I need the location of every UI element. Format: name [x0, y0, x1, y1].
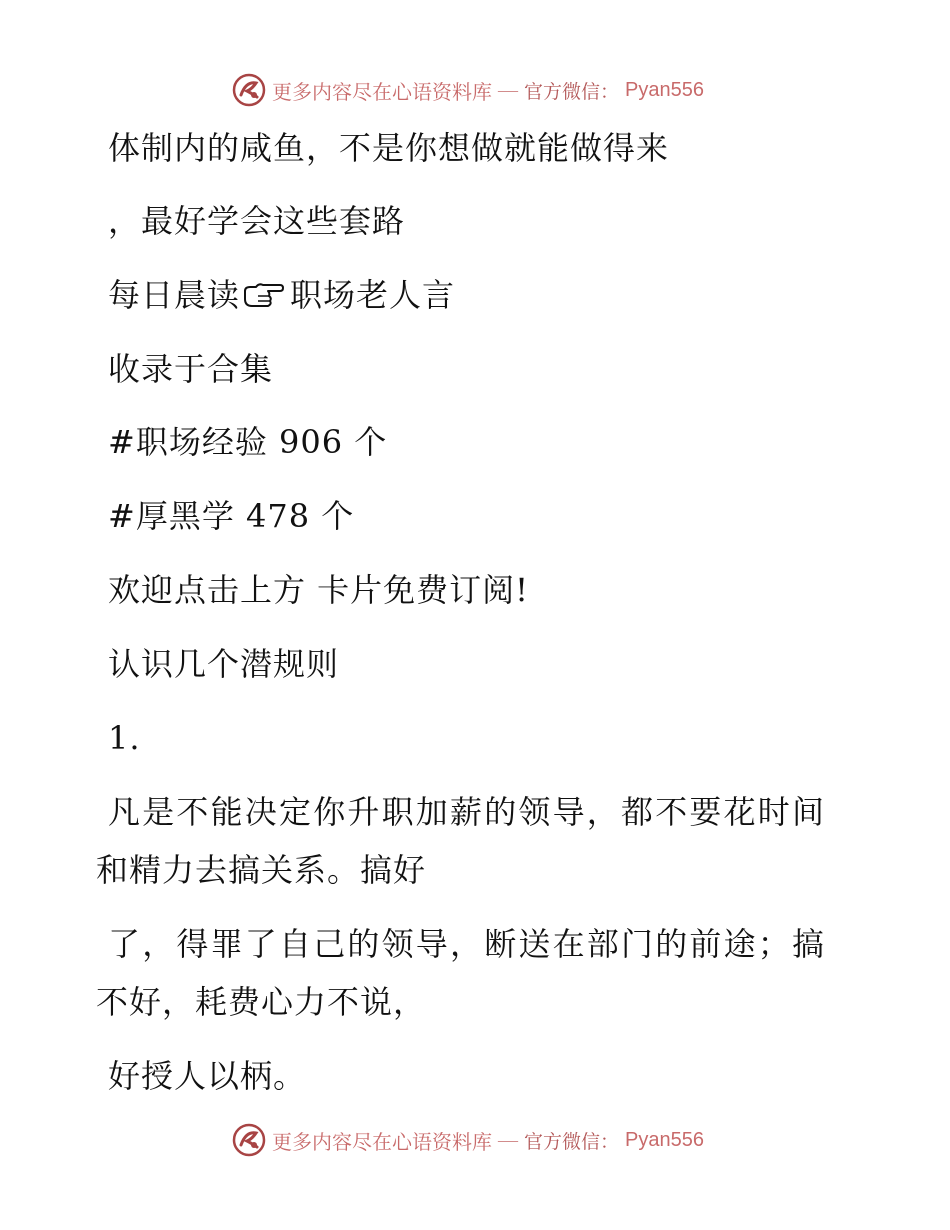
watermark-dash: —: [498, 78, 518, 101]
morning-read-label: 每日晨读: [108, 276, 241, 314]
text-line-collection: 收录于合集: [108, 350, 274, 388]
text-line-para1-b: 和精力去搞关系。搞好: [96, 851, 427, 889]
text-line-morning-read: [108, 275, 455, 315]
text-line-subscribe: 欢迎点击上方 卡片免费订阅!: [108, 571, 530, 609]
text-line-para1-c: 了，得罪了自己的领导，断送在部门的前途；搞: [108, 925, 827, 963]
text-line-para1-e: 好授人以柄。: [108, 1057, 307, 1095]
text-line-para1-d: 不好，耗费心力不说，: [96, 983, 427, 1021]
footer-watermark: [232, 1120, 704, 1160]
morning-read-source: 职场老人言: [290, 276, 456, 314]
text-line-subtitle: ，最好学会这些套路: [108, 202, 406, 240]
header-watermark: [232, 70, 704, 110]
text-line-tag-workplace: #职场经验 906 个: [108, 423, 388, 461]
watermark-text: 更多内容尽在心语资料库: [272, 81, 492, 104]
watermark-id: Pyan556: [625, 1128, 704, 1151]
seal-logo-icon: [232, 73, 266, 107]
watermark-id: Pyan556: [625, 78, 704, 101]
watermark-label: 官方微信：: [524, 1131, 620, 1153]
text-line-tag-thick-black: #厚黑学 478 个: [108, 497, 355, 535]
text-line-para1-a: 凡是不能决定你升职加薪的领导，都不要花时间: [108, 793, 827, 831]
text-line-title: 体制内的咸鱼，不是你想做就能做得来: [108, 129, 670, 167]
seal-logo-icon: [232, 1123, 266, 1157]
watermark-label: 官方微信：: [524, 81, 620, 103]
text-line-number: 1.: [108, 719, 141, 757]
watermark-text: 更多内容尽在心语资料库: [272, 1131, 492, 1154]
text-line-heading: 认识几个潜规则: [108, 645, 340, 683]
watermark-dash: —: [498, 1128, 518, 1151]
pointing-hand-icon: [242, 279, 284, 309]
